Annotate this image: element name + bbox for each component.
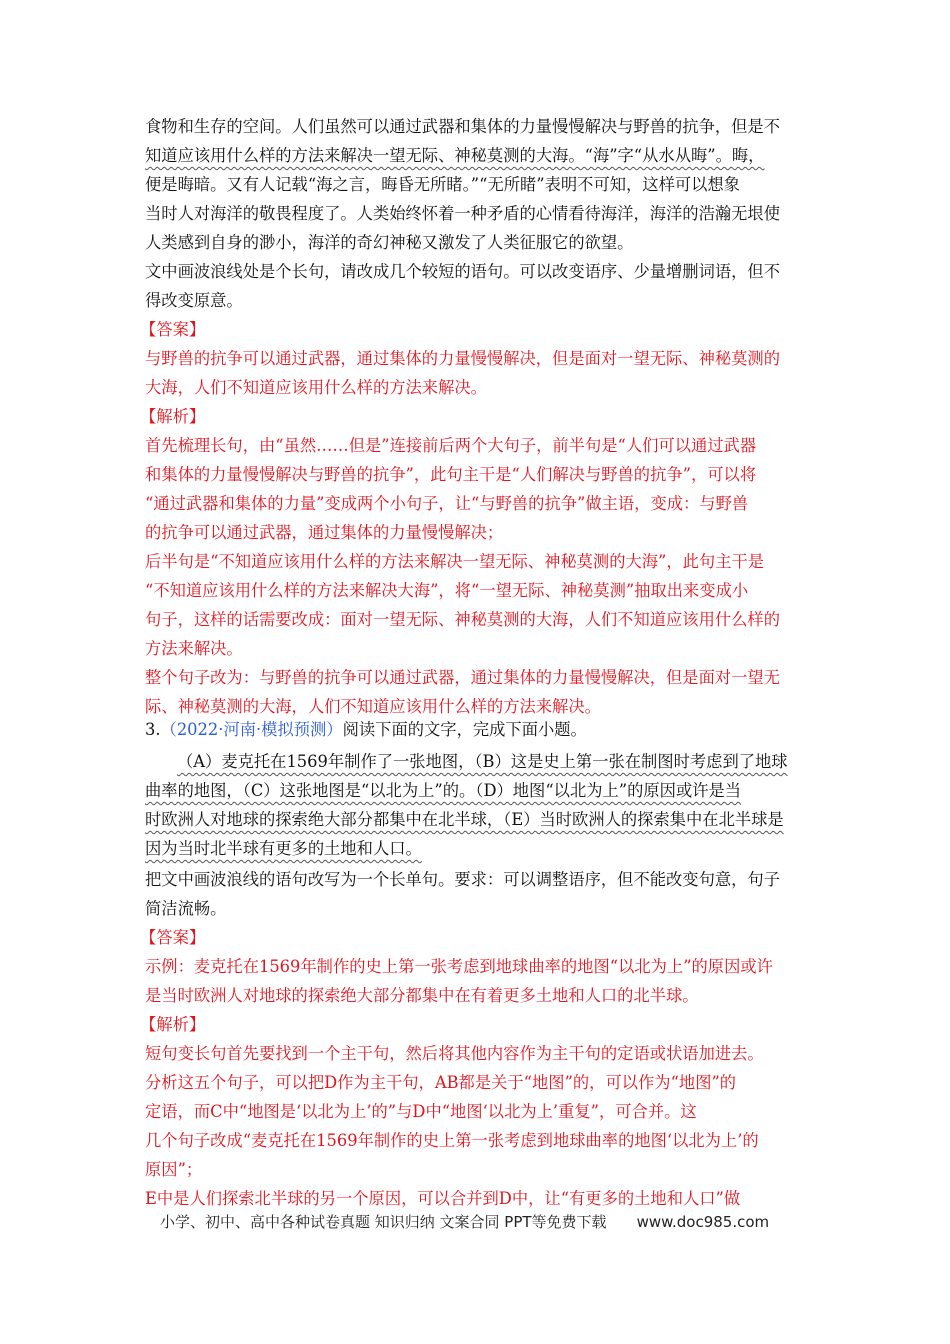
passage-line: 当时人对海洋的敬畏程度了。人类始终怀着一种矛盾的心情看待海洋，海洋的浩瀚无垠使 <box>145 204 780 223</box>
question-text: 简洁流畅。 <box>145 899 227 918</box>
analysis-text: 方法来解决。 <box>145 639 243 658</box>
passage-line: 时欧洲人对地球的探索绝大部分都集中在北半球，（E）当时欧洲人的探索集中在北半球是 <box>145 810 784 829</box>
passage-line <box>145 777 810 805</box>
passage-line: （A）麦克托在1569年制作了一张地图，（B）这是史上第一张在制图时考虑到了地球 <box>177 752 788 771</box>
passage-line <box>145 142 810 170</box>
question-header <box>145 716 810 744</box>
question-text: 文中画波浪线处是个长句，请改成几个较短的语句。可以改变语序、少量增删词语，但不 <box>145 262 780 281</box>
analysis-label: 【解析】 <box>140 1015 206 1034</box>
passage-line <box>145 806 810 834</box>
answer-text: 是当时欧洲人对地球的探索绝大部分都集中在有着更多土地和人口的北半球。 <box>145 986 699 1005</box>
page-footer <box>160 1211 769 1232</box>
passage-line <box>145 835 810 863</box>
analysis-label: 【解析】 <box>140 407 206 426</box>
answer-text: 示例：麦克托在1569年制作的史上第一张考虑到地球曲率的地图“以北为上”的原因或许 <box>145 957 773 976</box>
passage-line: 知道应该用什么样的方法来解决一望无际、神秘莫测的大海。“海”字“从水从晦”。晦， <box>145 146 765 165</box>
analysis-text: 原因”； <box>145 1160 203 1179</box>
passage-line: 人类感到自身的渺小，海洋的奇幻神秘又激发了人类征服它的欲望。 <box>145 233 634 252</box>
analysis-text: 整个句子改为：与野兽的抗争可以通过武器，通过集体的力量慢慢解决，但是面对一望无 <box>145 668 780 687</box>
analysis-text: E中是人们探索北半球的另一个原因，可以合并到D中，让“有更多的土地和人口”做 <box>145 1189 741 1208</box>
answer-text: 大海，人们不知道应该用什么样的方法来解决。 <box>145 378 487 397</box>
passage-line: 曲率的地图，（C）这张地图是“以北为上”的。（D）地图“以北为上”的原因或许是当 <box>145 781 742 800</box>
answer-label: 【答案】 <box>140 320 206 339</box>
answer-text: 与野兽的抗争可以通过武器，通过集体的力量慢慢解决，但是面对一望无际、神秘莫测的 <box>145 349 780 368</box>
analysis-text: 定语，而C中“地图是‘以北为上’的”与D中“地图‘以北为上’重复”，可合并。这 <box>145 1102 697 1121</box>
footer-text: 小学、初中、高中各种试卷真题 知识归纳 文案合同 PPT等免费下载 <box>160 1213 607 1231</box>
analysis-text: 际、神秘莫测的大海，人们不知道应该用什么样的方法来解决。 <box>145 697 601 716</box>
footer-site-link[interactable]: www.doc985.com <box>636 1213 770 1231</box>
analysis-text: 分析这五个句子，可以把D作为主干句，AB都是关于“地图”的，可以作为“地图”的 <box>145 1073 737 1092</box>
analysis-text: 和集体的力量慢慢解决与野兽的抗争”，此句主干是“人们解决与野兽的抗争”，可以将 <box>145 465 757 484</box>
question-text: 得改变原意。 <box>145 291 243 310</box>
question-instruction: 阅读下面的文字，完成下面小题。 <box>342 720 587 739</box>
analysis-text: 短句变长句首先要找到一个主干句，然后将其他内容作为主干句的定语或状语加进去。 <box>145 1044 764 1063</box>
analysis-text: 句子，这样的话需要改成：面对一望无际、神秘莫测的大海，人们不知道应该用什么样的 <box>145 610 780 629</box>
passage-line <box>177 748 842 776</box>
analysis-text: 的抗争可以通过武器，通过集体的力量慢慢解决； <box>145 523 504 542</box>
analysis-text: 首先梳理长句，由“虽然……但是”连接前后两个大句子，前半句是“人们可以通过武器 <box>145 436 757 455</box>
analysis-text: “不知道应该用什么样的方法来解决大海”，将“一望无际、神秘莫测”抽取出来变成小 <box>145 581 749 600</box>
analysis-text: “通过武器和集体的力量”变成两个小句子，让“与野兽的抗争”做主语，变成：与野兽 <box>145 494 749 513</box>
question-source-link[interactable]: （2022·河南·模拟预测） <box>160 720 343 739</box>
passage-line: 因为当时北半球有更多的土地和人口。 <box>145 839 422 858</box>
analysis-text: 几个句子改成“麦克托在1569年制作的史上第一张考虑到地球曲率的地图‘以北为上’的 <box>145 1131 759 1150</box>
answer-label: 【答案】 <box>140 928 206 947</box>
analysis-text: 后半句是“不知道应该用什么样的方法来解决一望无际、神秘莫测的大海”，此句主干是 <box>145 552 765 571</box>
question-text: 把文中画波浪线的语句改写为一个长单句。要求：可以调整语序，但不能改变句意，句子 <box>145 870 780 889</box>
question-number: 3. <box>145 720 161 739</box>
passage-line: 食物和生存的空间。人们虽然可以通过武器和集体的力量慢慢解决与野兽的抗争，但是不 <box>145 117 780 136</box>
passage-line: 便是晦暗。又有人记载“海之言，晦昏无所睹。”“无所睹”表明不可知，这样可以想象 <box>145 175 740 194</box>
